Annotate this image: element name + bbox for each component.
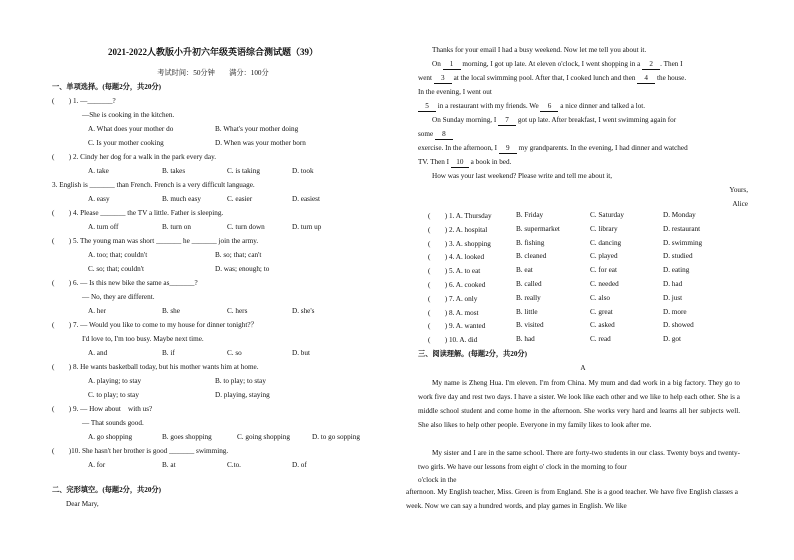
question-1-answer: —She is cooking in the kitchen.: [82, 111, 175, 119]
option-d: D. just: [663, 293, 683, 302]
letter-line: went 3 at the local swimming pool. After that, I cooked lunch and then 4 the house.: [418, 74, 687, 82]
letter-line: Thanks for your email I had a busy weekend. Now let me tell you about it.: [432, 46, 647, 54]
option-a: A. go shopping: [88, 433, 133, 441]
option-b: B. visited: [516, 321, 544, 330]
option-d: D. to go sopping: [312, 433, 360, 441]
cloze-option-row: [428, 321, 748, 335]
option-d: D. playing, staying: [215, 391, 270, 399]
option-a: ( ) 6. A. cooked: [428, 280, 486, 289]
option-a: A. easy: [88, 195, 110, 203]
option-c: C. played: [590, 252, 618, 261]
option-c: C. Saturday: [590, 211, 624, 219]
cloze-option-row: [428, 211, 748, 225]
section-2-heading: 二、完形填空。(每题2分，共20分): [52, 486, 162, 494]
option-c: C. great: [590, 307, 613, 316]
blank-7: 7: [498, 116, 516, 126]
option-a: ( ) 2. A. hospital: [428, 225, 488, 234]
cloze-option-row: [428, 225, 748, 239]
option-c: C. Is your mother cooking: [88, 139, 164, 147]
reading-paragraph: My name is Zheng Hua. I'm eleven. I'm from China. My mum and dad work in a big factory. They go to work five day and rest two days. I have a sister. We look like each other and we like to help each other. She is a middle school student and come home in the afternoon. She works very hard and learns all her subjects well. She also likes to help other people. Everyone in my family likes to look after me.: [418, 379, 740, 429]
option-a: ( ) 3. A. shopping: [428, 239, 491, 248]
question-2: ( ) 2. Cindy her dog for a walk in the park every day.: [52, 153, 216, 161]
option-b: B. at: [162, 461, 176, 469]
option-c: C. to play; to stay: [88, 391, 139, 399]
letter-line: exercise. In the afternoon, I 9 my grandparents. In the evening, I had dinner and watched: [418, 144, 688, 152]
option-c: C. library: [590, 224, 618, 233]
option-d: D. showed: [663, 321, 694, 330]
option-b: B. to play; to stay: [215, 377, 266, 385]
option-b: B. she: [162, 307, 180, 315]
letter-closing: Yours,: [729, 186, 748, 194]
option-a: A. playing; to stay: [88, 377, 142, 385]
blank-2: 2: [642, 60, 660, 70]
option-b: B. turn on: [162, 223, 191, 231]
letter-salutation: Dear Mary,: [66, 500, 99, 508]
option-d: D. studied: [663, 252, 693, 261]
option-d: D. eating: [663, 266, 690, 275]
letter-line: How was your last weekend? Please write and tell me about it,: [432, 172, 613, 180]
option-b: B. goes shopping: [162, 433, 212, 441]
option-b: B. called: [516, 279, 542, 288]
reading-line: o'clock in the: [418, 476, 457, 484]
option-a: ( ) 4. A. looked: [428, 253, 485, 262]
option-c: C. asked: [590, 321, 615, 330]
letter-line: On Sunday morning, I 7 got up late. After breakfast, I went swimming again for: [432, 116, 677, 124]
exam-info: 考试时间：50分钟 满分：100分: [157, 69, 269, 77]
option-c: C. turn down: [227, 223, 265, 231]
option-c: C. easier: [227, 195, 253, 203]
letter-line: TV. Then I 10 a book in bed.: [418, 158, 512, 166]
option-b: B. takes: [162, 167, 186, 175]
option-c: C. read: [590, 335, 611, 344]
option-b: B. really: [516, 293, 541, 302]
option-c: C. for eat: [590, 266, 617, 275]
section-1-heading: 一、单项选择。(每题2分，共20分): [52, 83, 162, 91]
option-b: B. much easy: [162, 195, 201, 203]
blank-3: 3: [434, 74, 452, 84]
option-a: A. for: [88, 461, 106, 469]
option-d: D. When was your mother born: [215, 139, 306, 147]
option-b: B. eat: [516, 266, 533, 275]
option-d: D. took: [292, 167, 314, 175]
option-b: B. so; that; can't: [215, 251, 262, 259]
cloze-option-row: [428, 308, 748, 322]
passage-label: A: [580, 364, 586, 372]
left-column: [52, 0, 374, 560]
question-7: ( ) 7. — Would you like to come to my house for dinner tonight?？: [52, 321, 258, 329]
option-a: A. take: [88, 167, 109, 175]
option-d: D. of: [292, 461, 307, 469]
option-d: D. Monday: [663, 211, 696, 219]
question-9-answer: — That sounds good.: [82, 419, 144, 427]
option-d: D. turn up: [292, 223, 322, 231]
letter-line: On 1 morning, I got up late. At eleven o'clock, I went shopping in a 2 . Then I: [432, 60, 683, 68]
cloze-option-row: [428, 266, 748, 280]
option-d: D. restaurant: [663, 224, 701, 233]
option-d: D. but: [292, 349, 310, 357]
blank-4: 4: [637, 74, 655, 84]
blank-9: 9: [499, 144, 517, 154]
question-5: ( ) 5. The young man was short _______ he _______ join the army.: [52, 237, 259, 245]
option-a: ( ) 10. A. did: [428, 336, 478, 345]
option-c: C. hers: [227, 307, 248, 315]
option-b: B. little: [516, 307, 538, 316]
option-c: C. so: [227, 349, 242, 357]
cloze-option-row: [428, 294, 748, 308]
question-8: ( ) 8. He wants basketball today, but his mother wants him at home.: [52, 363, 259, 371]
option-c: C. also: [590, 293, 610, 302]
cloze-option-row: [428, 280, 748, 294]
question-7-answer: I'd love to, I'm too busy. Maybe next time.: [82, 335, 204, 343]
option-c: C. so; that; couldn't: [88, 265, 144, 273]
question-4: ( ) 4. Please _______ the TV a little. Father is sleeping.: [52, 209, 224, 217]
reading-paragraph: My sister and I are in the same school. There are forty-two students in our class. Twenty boys and twenty-two girls. We have our lessons from eight o' clock in the morning to four: [418, 449, 740, 471]
blank-1: 1: [443, 60, 461, 70]
section-3-heading: 三、阅读理解。(每题2分，共20分): [418, 350, 528, 358]
letter-line: some 8: [418, 130, 748, 140]
option-c: C. dancing: [590, 238, 622, 247]
option-a: A. too; that; couldn't: [88, 251, 148, 259]
option-a: A. her: [88, 307, 106, 315]
option-d: D. she's: [292, 307, 315, 315]
question-6: ( ) 6. — Is this new bike the same as_______?: [52, 279, 198, 287]
blank-6: 6: [540, 102, 558, 112]
option-a: ( ) 7. A. only: [428, 294, 478, 303]
option-c: C.to.: [227, 461, 241, 469]
option-b: B. Friday: [516, 211, 544, 219]
option-d: D. more: [663, 307, 687, 316]
question-1: ( ) 1. —_______?: [52, 97, 116, 105]
option-c: C. going shopping: [237, 433, 290, 441]
option-a: A. What does your mother do: [88, 125, 174, 133]
question-9: ( ) 9. — How about with us?: [52, 405, 153, 413]
exam-title: 2021-2022人教版小升初六年级英语综合测试题（39）: [108, 47, 318, 57]
option-d: D. swimming: [663, 238, 703, 247]
option-b: B. had: [516, 335, 535, 344]
cloze-option-row: [428, 252, 748, 266]
option-d: D. got: [663, 335, 681, 344]
option-b: B. What's your mother doing: [215, 125, 299, 133]
option-b: B. cleaned: [516, 252, 547, 261]
cloze-options-table: [428, 211, 748, 349]
option-d: D. had: [663, 279, 683, 288]
right-column: [418, 0, 748, 560]
option-a: ( ) 8. A. most: [428, 308, 479, 317]
option-b: B. supermarket: [516, 224, 560, 233]
question-10: ( )10. She hasn't her brother is good _______ swimming.: [52, 447, 229, 455]
option-d: D. easiest: [292, 195, 320, 203]
option-c: C. is taking: [227, 167, 260, 175]
option-b: B. if: [162, 349, 175, 357]
letter-line: In the evening, I went out: [418, 88, 492, 96]
cloze-option-row: [428, 239, 748, 253]
question-3: 3. English is _______ than French. French is a very difficult language.: [52, 181, 255, 189]
option-a: A. turn off: [88, 223, 119, 231]
cloze-option-row: [428, 335, 748, 349]
blank-8: 8: [435, 130, 453, 140]
blank-5: 5: [418, 102, 436, 112]
option-d: D. was; enough; to: [215, 265, 270, 273]
option-a: ( ) 9. A. wanted: [428, 322, 486, 331]
letter-signature: Alice: [732, 200, 748, 208]
option-c: C. needed: [590, 279, 619, 288]
option-a: ( ) 5. A. to eat: [428, 267, 481, 276]
blank-10: 10: [451, 158, 469, 168]
question-6-answer: — No, they are different.: [82, 293, 155, 301]
letter-line: 5 in a restaurant with my friends. We 6 a nice dinner and talked a lot.: [418, 102, 748, 112]
reading-paragraph: afternoon. My English teacher, Miss. Green is from England. She is a good teacher. We have five English classes a week. Now we can say a hundred words, and play games in English. We like: [406, 488, 738, 510]
option-b: B. fishing: [516, 238, 545, 247]
option-a: ( ) 1. A. Thursday: [428, 212, 492, 220]
option-a: A. and: [88, 349, 108, 357]
